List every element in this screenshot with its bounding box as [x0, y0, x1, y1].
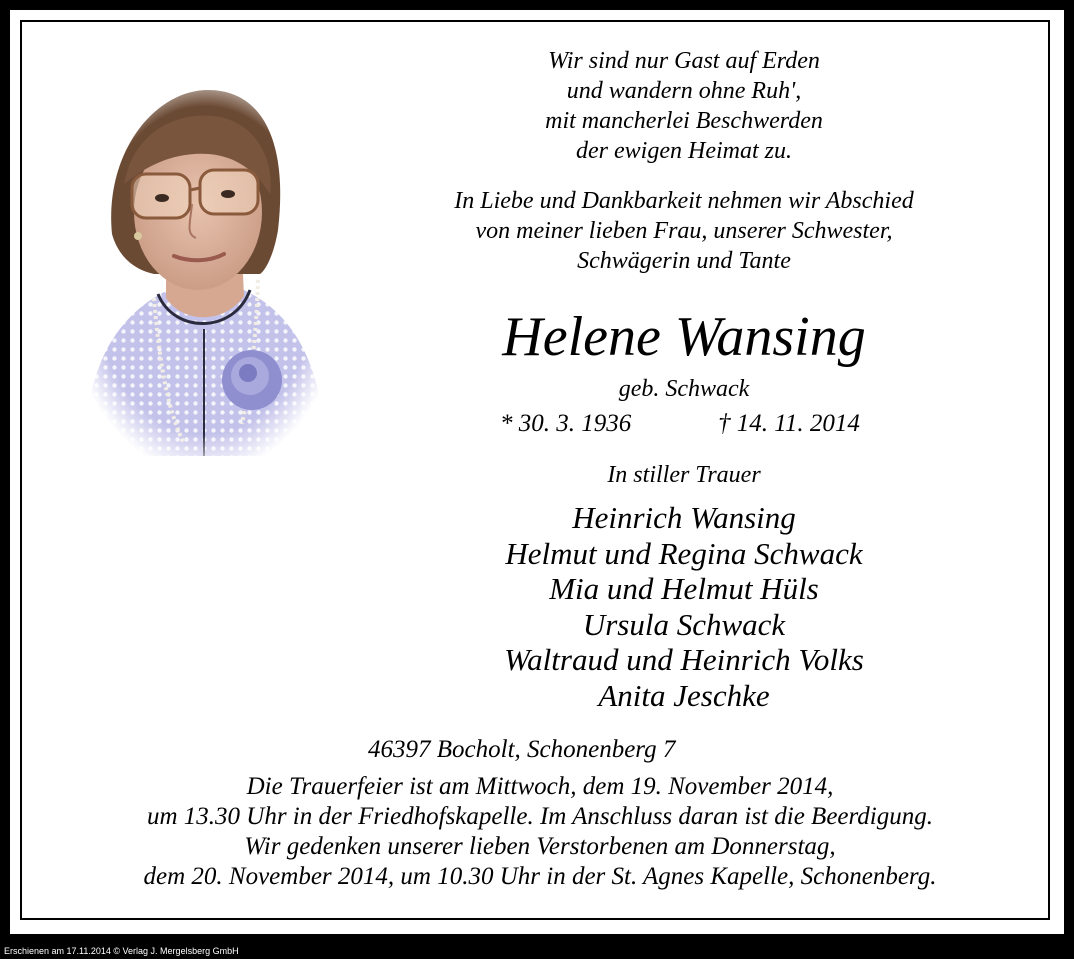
intro-line: von meiner lieben Frau, unserer Schwester, [475, 218, 893, 244]
poem-line: Wir sind nur Gast auf Erden [548, 48, 820, 74]
deceased-name: Helene Wansing [502, 306, 866, 368]
poem-line: mit mancherlei Beschwerden [545, 108, 823, 134]
mourner-name: Helmut und Regina Schwack [505, 535, 863, 571]
ceremony-line: Wir gedenken unserer lieben Verstorbenen am Donnerstag, [244, 833, 836, 860]
maiden-name: geb. Schwack [618, 376, 750, 402]
mourner-name: Ursula Schwack [582, 606, 786, 642]
poem-line: der ewigen Heimat zu. [576, 138, 792, 164]
mourners-list [384, 500, 984, 713]
intro-line: Schwägerin und Tante [577, 248, 791, 274]
life-dates [500, 408, 880, 440]
ceremony-info [80, 772, 1000, 892]
death-date: † 14. 11. 2014 [718, 410, 860, 437]
farewell-intro [384, 186, 984, 276]
poem [384, 46, 984, 166]
publication-footer: Erschienen am 17.11.2014 © Verlag J. Mergelsberg GmbH [4, 946, 239, 956]
ceremony-line: Die Trauerfeier ist am Mittwoch, dem 19. November 2014, [246, 773, 834, 800]
portrait-photo [74, 84, 336, 456]
mourner-name: Mia und Helmut Hüls [549, 571, 819, 606]
mourner-name: Heinrich Wansing [572, 500, 796, 535]
ceremony-line: um 13.30 Uhr in der Friedhofskapelle. Im Anschluss daran ist die Beerdigung. [146, 803, 934, 830]
mourner-name: Anita Jeschke [598, 677, 770, 713]
mourning-heading: In stiller Trauer [607, 462, 761, 488]
poem-line: und wandern ohne Ruh', [566, 78, 802, 104]
address: 46397 Bocholt, Schonenberg 7 [368, 736, 676, 763]
intro-line: In Liebe und Dankbarkeit nehmen wir Abschied [454, 188, 914, 214]
ceremony-line: dem 20. November 2014, um 10.30 Uhr in der St. Agnes Kapelle, Schonenberg. [143, 863, 937, 890]
mourner-name: Waltraud und Heinrich Volks [504, 642, 864, 677]
birth-date: * 30. 3. 1936 [500, 410, 632, 437]
